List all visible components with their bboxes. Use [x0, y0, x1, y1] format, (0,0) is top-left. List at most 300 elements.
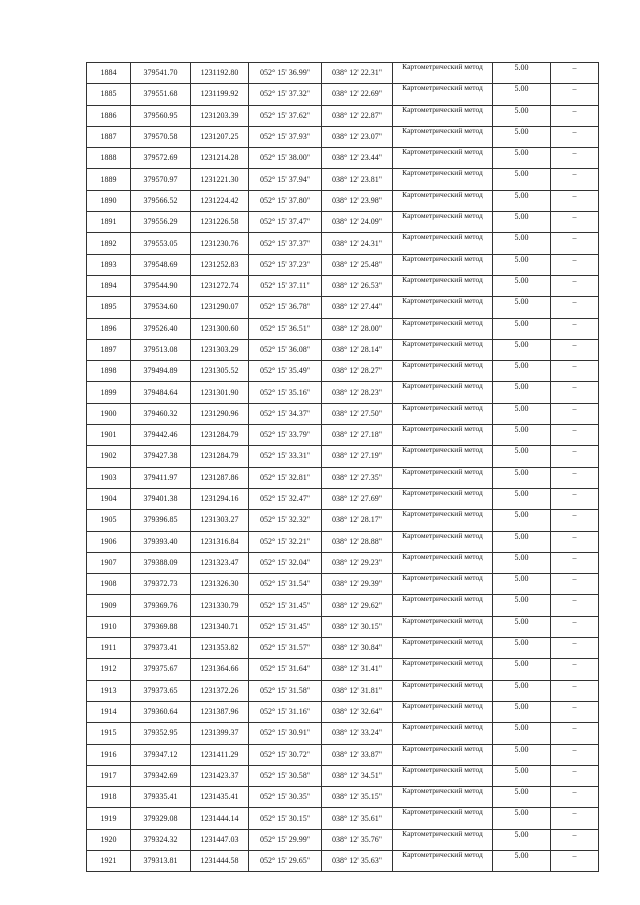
- longitude-cell: 038° 12' 27.69": [322, 488, 393, 509]
- y-coordinate-cell: 1231303.27: [191, 510, 249, 531]
- accuracy-cell: 5.00: [493, 531, 551, 552]
- x-coordinate-cell: 379548.69: [131, 254, 191, 275]
- y-coordinate-cell: 1231411.29: [191, 744, 249, 765]
- method-cell: Картометрический метод: [393, 169, 493, 190]
- latitude-cell: 052° 15' 34.37": [249, 403, 322, 424]
- method-cell: Картометрический метод: [393, 616, 493, 637]
- point-number-cell: 1913: [87, 680, 131, 701]
- note-cell: –: [551, 765, 599, 786]
- accuracy-cell: 5.00: [493, 829, 551, 850]
- latitude-cell: 052° 15' 29.99": [249, 829, 322, 850]
- note-cell: –: [551, 595, 599, 616]
- accuracy-cell: 5.00: [493, 105, 551, 126]
- note-cell: –: [551, 659, 599, 680]
- x-coordinate-cell: 379544.90: [131, 275, 191, 296]
- table-row: [87, 446, 599, 467]
- note-cell: –: [551, 275, 599, 296]
- latitude-cell: 052° 15' 36.78": [249, 297, 322, 318]
- x-coordinate-cell: 379335.41: [131, 787, 191, 808]
- table-row: [87, 361, 599, 382]
- longitude-cell: 038° 12' 28.14": [322, 339, 393, 360]
- x-coordinate-cell: 379388.09: [131, 552, 191, 573]
- note-cell: –: [551, 616, 599, 637]
- table-row: [87, 552, 599, 573]
- x-coordinate-cell: 379372.73: [131, 574, 191, 595]
- latitude-cell: 052° 15' 35.16": [249, 382, 322, 403]
- latitude-cell: 052° 15' 38.00": [249, 148, 322, 169]
- accuracy-cell: 5.00: [493, 233, 551, 254]
- x-coordinate-cell: 379401.38: [131, 488, 191, 509]
- x-coordinate-cell: 379329.08: [131, 808, 191, 829]
- accuracy-cell: 5.00: [493, 595, 551, 616]
- y-coordinate-cell: 1231435.41: [191, 787, 249, 808]
- note-cell: –: [551, 787, 599, 808]
- method-cell: Картометрический метод: [393, 701, 493, 722]
- x-coordinate-cell: 379541.70: [131, 63, 191, 84]
- latitude-cell: 052° 15' 32.32": [249, 510, 322, 531]
- latitude-cell: 052° 15' 37.94": [249, 169, 322, 190]
- method-cell: Картометрический метод: [393, 488, 493, 509]
- latitude-cell: 052° 15' 30.15": [249, 808, 322, 829]
- table-row: [87, 744, 599, 765]
- x-coordinate-cell: 379551.68: [131, 84, 191, 105]
- latitude-cell: 052° 15' 37.37": [249, 233, 322, 254]
- accuracy-cell: 5.00: [493, 552, 551, 573]
- y-coordinate-cell: 1231272.74: [191, 275, 249, 296]
- point-number-cell: 1916: [87, 744, 131, 765]
- note-cell: –: [551, 148, 599, 169]
- point-number-cell: 1912: [87, 659, 131, 680]
- x-coordinate-cell: 379411.97: [131, 467, 191, 488]
- table-row: [87, 638, 599, 659]
- method-cell: Картометрический метод: [393, 425, 493, 446]
- note-cell: –: [551, 169, 599, 190]
- method-cell: Картометрический метод: [393, 318, 493, 339]
- latitude-cell: 052° 15' 31.45": [249, 595, 322, 616]
- accuracy-cell: 5.00: [493, 275, 551, 296]
- longitude-cell: 038° 12' 35.15": [322, 787, 393, 808]
- y-coordinate-cell: 1231224.42: [191, 190, 249, 211]
- y-coordinate-cell: 1231330.79: [191, 595, 249, 616]
- longitude-cell: 038° 12' 23.81": [322, 169, 393, 190]
- y-coordinate-cell: 1231447.03: [191, 829, 249, 850]
- note-cell: –: [551, 254, 599, 275]
- latitude-cell: 052° 15' 37.47": [249, 212, 322, 233]
- latitude-cell: 052° 15' 37.80": [249, 190, 322, 211]
- latitude-cell: 052° 15' 36.99": [249, 63, 322, 84]
- x-coordinate-cell: 379560.95: [131, 105, 191, 126]
- method-cell: Картометрический метод: [393, 808, 493, 829]
- point-number-cell: 1919: [87, 808, 131, 829]
- accuracy-cell: 5.00: [493, 765, 551, 786]
- x-coordinate-cell: 379460.32: [131, 403, 191, 424]
- x-coordinate-cell: 379570.97: [131, 169, 191, 190]
- latitude-cell: 052° 15' 37.11": [249, 275, 322, 296]
- method-cell: Картометрический метод: [393, 382, 493, 403]
- note-cell: –: [551, 233, 599, 254]
- accuracy-cell: 5.00: [493, 403, 551, 424]
- x-coordinate-cell: 379566.52: [131, 190, 191, 211]
- method-cell: Картометрический метод: [393, 765, 493, 786]
- table-row: [87, 339, 599, 360]
- longitude-cell: 038° 12' 27.19": [322, 446, 393, 467]
- y-coordinate-cell: 1231316.84: [191, 531, 249, 552]
- x-coordinate-cell: 379427.38: [131, 446, 191, 467]
- y-coordinate-cell: 1231364.66: [191, 659, 249, 680]
- x-coordinate-cell: 379369.88: [131, 616, 191, 637]
- latitude-cell: 052° 15' 32.04": [249, 552, 322, 573]
- accuracy-cell: 5.00: [493, 574, 551, 595]
- table-row: [87, 787, 599, 808]
- y-coordinate-cell: 1231326.30: [191, 574, 249, 595]
- x-coordinate-cell: 379484.64: [131, 382, 191, 403]
- accuracy-cell: 5.00: [493, 382, 551, 403]
- accuracy-cell: 5.00: [493, 148, 551, 169]
- table-row: [87, 297, 599, 318]
- note-cell: –: [551, 808, 599, 829]
- method-cell: Картометрический метод: [393, 850, 493, 871]
- point-number-cell: 1909: [87, 595, 131, 616]
- point-number-cell: 1920: [87, 829, 131, 850]
- y-coordinate-cell: 1231207.25: [191, 126, 249, 147]
- note-cell: –: [551, 126, 599, 147]
- accuracy-cell: 5.00: [493, 680, 551, 701]
- y-coordinate-cell: 1231284.79: [191, 425, 249, 446]
- accuracy-cell: 5.00: [493, 787, 551, 808]
- y-coordinate-cell: 1231290.96: [191, 403, 249, 424]
- y-coordinate-cell: 1231192.80: [191, 63, 249, 84]
- note-cell: –: [551, 552, 599, 573]
- point-number-cell: 1888: [87, 148, 131, 169]
- method-cell: Картометрический метод: [393, 595, 493, 616]
- x-coordinate-cell: 379352.95: [131, 723, 191, 744]
- latitude-cell: 052° 15' 33.79": [249, 425, 322, 446]
- longitude-cell: 038° 12' 33.24": [322, 723, 393, 744]
- method-cell: Картометрический метод: [393, 403, 493, 424]
- table-row: [87, 701, 599, 722]
- method-cell: Картометрический метод: [393, 574, 493, 595]
- note-cell: –: [551, 488, 599, 509]
- accuracy-cell: 5.00: [493, 638, 551, 659]
- table-row: [87, 488, 599, 509]
- x-coordinate-cell: 379396.85: [131, 510, 191, 531]
- accuracy-cell: 5.00: [493, 84, 551, 105]
- method-cell: Картометрический метод: [393, 552, 493, 573]
- point-number-cell: 1915: [87, 723, 131, 744]
- longitude-cell: 038° 12' 29.23": [322, 552, 393, 573]
- method-cell: Картометрический метод: [393, 744, 493, 765]
- method-cell: Картометрический метод: [393, 723, 493, 744]
- point-number-cell: 1918: [87, 787, 131, 808]
- latitude-cell: 052° 15' 30.35": [249, 787, 322, 808]
- longitude-cell: 038° 12' 22.69": [322, 84, 393, 105]
- y-coordinate-cell: 1231303.29: [191, 339, 249, 360]
- longitude-cell: 038° 12' 23.98": [322, 190, 393, 211]
- x-coordinate-cell: 379324.32: [131, 829, 191, 850]
- table-row: [87, 233, 599, 254]
- accuracy-cell: 5.00: [493, 488, 551, 509]
- longitude-cell: 038° 12' 24.09": [322, 212, 393, 233]
- point-number-cell: 1921: [87, 850, 131, 871]
- longitude-cell: 038° 12' 27.35": [322, 467, 393, 488]
- longitude-cell: 038° 12' 30.15": [322, 616, 393, 637]
- longitude-cell: 038° 12' 24.31": [322, 233, 393, 254]
- latitude-cell: 052° 15' 37.62": [249, 105, 322, 126]
- note-cell: –: [551, 638, 599, 659]
- accuracy-cell: 5.00: [493, 63, 551, 84]
- x-coordinate-cell: 379342.69: [131, 765, 191, 786]
- note-cell: –: [551, 829, 599, 850]
- method-cell: Картометрический метод: [393, 212, 493, 233]
- method-cell: Картометрический метод: [393, 275, 493, 296]
- table-row: [87, 148, 599, 169]
- point-number-cell: 1891: [87, 212, 131, 233]
- longitude-cell: 038° 12' 28.00": [322, 318, 393, 339]
- point-number-cell: 1897: [87, 339, 131, 360]
- x-coordinate-cell: 379393.40: [131, 531, 191, 552]
- latitude-cell: 052° 15' 29.65": [249, 850, 322, 871]
- note-cell: –: [551, 425, 599, 446]
- point-number-cell: 1906: [87, 531, 131, 552]
- y-coordinate-cell: 1231284.79: [191, 446, 249, 467]
- note-cell: –: [551, 446, 599, 467]
- method-cell: Картометрический метод: [393, 361, 493, 382]
- point-number-cell: 1896: [87, 318, 131, 339]
- latitude-cell: 052° 15' 35.49": [249, 361, 322, 382]
- point-number-cell: 1895: [87, 297, 131, 318]
- accuracy-cell: 5.00: [493, 339, 551, 360]
- longitude-cell: 038° 12' 30.84": [322, 638, 393, 659]
- point-number-cell: 1898: [87, 361, 131, 382]
- y-coordinate-cell: 1231301.90: [191, 382, 249, 403]
- longitude-cell: 038° 12' 26.53": [322, 275, 393, 296]
- longitude-cell: 038° 12' 27.44": [322, 297, 393, 318]
- table-row: [87, 105, 599, 126]
- note-cell: –: [551, 318, 599, 339]
- table-row: [87, 318, 599, 339]
- longitude-cell: 038° 12' 35.61": [322, 808, 393, 829]
- x-coordinate-cell: 379556.29: [131, 212, 191, 233]
- point-number-cell: 1884: [87, 63, 131, 84]
- longitude-cell: 038° 12' 28.27": [322, 361, 393, 382]
- table-row: [87, 169, 599, 190]
- longitude-cell: 038° 12' 31.81": [322, 680, 393, 701]
- table-row: [87, 723, 599, 744]
- method-cell: Картометрический метод: [393, 254, 493, 275]
- table-row: [87, 680, 599, 701]
- accuracy-cell: 5.00: [493, 212, 551, 233]
- accuracy-cell: 5.00: [493, 126, 551, 147]
- x-coordinate-cell: 379375.67: [131, 659, 191, 680]
- method-cell: Картометрический метод: [393, 84, 493, 105]
- point-number-cell: 1901: [87, 425, 131, 446]
- table-row: [87, 659, 599, 680]
- longitude-cell: 038° 12' 32.64": [322, 701, 393, 722]
- table-row: [87, 63, 599, 84]
- point-number-cell: 1890: [87, 190, 131, 211]
- longitude-cell: 038° 12' 28.88": [322, 531, 393, 552]
- table-row: [87, 126, 599, 147]
- accuracy-cell: 5.00: [493, 808, 551, 829]
- note-cell: –: [551, 701, 599, 722]
- x-coordinate-cell: 379526.40: [131, 318, 191, 339]
- y-coordinate-cell: 1231353.82: [191, 638, 249, 659]
- table-row: [87, 275, 599, 296]
- x-coordinate-cell: 379369.76: [131, 595, 191, 616]
- table-row: [87, 829, 599, 850]
- y-coordinate-cell: 1231305.52: [191, 361, 249, 382]
- note-cell: –: [551, 382, 599, 403]
- point-number-cell: 1886: [87, 105, 131, 126]
- x-coordinate-cell: 379553.05: [131, 233, 191, 254]
- x-coordinate-cell: 379373.65: [131, 680, 191, 701]
- note-cell: –: [551, 680, 599, 701]
- accuracy-cell: 5.00: [493, 744, 551, 765]
- note-cell: –: [551, 339, 599, 360]
- method-cell: Картометрический метод: [393, 787, 493, 808]
- accuracy-cell: 5.00: [493, 254, 551, 275]
- x-coordinate-cell: 379534.60: [131, 297, 191, 318]
- longitude-cell: 038° 12' 35.76": [322, 829, 393, 850]
- accuracy-cell: 5.00: [493, 850, 551, 871]
- note-cell: –: [551, 531, 599, 552]
- latitude-cell: 052° 15' 37.32": [249, 84, 322, 105]
- accuracy-cell: 5.00: [493, 701, 551, 722]
- note-cell: –: [551, 84, 599, 105]
- table-row: [87, 467, 599, 488]
- latitude-cell: 052° 15' 31.54": [249, 574, 322, 595]
- point-number-cell: 1914: [87, 701, 131, 722]
- point-number-cell: 1885: [87, 84, 131, 105]
- note-cell: –: [551, 723, 599, 744]
- longitude-cell: 038° 12' 28.23": [322, 382, 393, 403]
- point-number-cell: 1907: [87, 552, 131, 573]
- y-coordinate-cell: 1231444.14: [191, 808, 249, 829]
- method-cell: Картометрический метод: [393, 297, 493, 318]
- y-coordinate-cell: 1231214.28: [191, 148, 249, 169]
- table-row: [87, 425, 599, 446]
- latitude-cell: 052° 15' 31.64": [249, 659, 322, 680]
- y-coordinate-cell: 1231230.76: [191, 233, 249, 254]
- point-number-cell: 1908: [87, 574, 131, 595]
- x-coordinate-cell: 379494.89: [131, 361, 191, 382]
- method-cell: Картометрический метод: [393, 148, 493, 169]
- point-number-cell: 1899: [87, 382, 131, 403]
- table-row: [87, 616, 599, 637]
- method-cell: Картометрический метод: [393, 233, 493, 254]
- accuracy-cell: 5.00: [493, 723, 551, 744]
- latitude-cell: 052° 15' 37.93": [249, 126, 322, 147]
- x-coordinate-cell: 379442.46: [131, 425, 191, 446]
- point-number-cell: 1917: [87, 765, 131, 786]
- longitude-cell: 038° 12' 29.39": [322, 574, 393, 595]
- latitude-cell: 052° 15' 32.81": [249, 467, 322, 488]
- y-coordinate-cell: 1231399.37: [191, 723, 249, 744]
- latitude-cell: 052° 15' 36.51": [249, 318, 322, 339]
- longitude-cell: 038° 12' 35.63": [322, 850, 393, 871]
- note-cell: –: [551, 361, 599, 382]
- table-body: [87, 63, 599, 872]
- latitude-cell: 052° 15' 31.45": [249, 616, 322, 637]
- accuracy-cell: 5.00: [493, 510, 551, 531]
- coordinates-table: [86, 62, 599, 872]
- note-cell: –: [551, 510, 599, 531]
- note-cell: –: [551, 190, 599, 211]
- longitude-cell: 038° 12' 25.48": [322, 254, 393, 275]
- longitude-cell: 038° 12' 27.18": [322, 425, 393, 446]
- longitude-cell: 038° 12' 22.31": [322, 63, 393, 84]
- y-coordinate-cell: 1231290.07: [191, 297, 249, 318]
- table-row: [87, 531, 599, 552]
- latitude-cell: 052° 15' 31.16": [249, 701, 322, 722]
- table-row: [87, 403, 599, 424]
- latitude-cell: 052° 15' 37.23": [249, 254, 322, 275]
- table-row: [87, 190, 599, 211]
- latitude-cell: 052° 15' 30.72": [249, 744, 322, 765]
- y-coordinate-cell: 1231287.86: [191, 467, 249, 488]
- y-coordinate-cell: 1231221.30: [191, 169, 249, 190]
- note-cell: –: [551, 403, 599, 424]
- longitude-cell: 038° 12' 31.41": [322, 659, 393, 680]
- note-cell: –: [551, 212, 599, 233]
- method-cell: Картометрический метод: [393, 467, 493, 488]
- longitude-cell: 038° 12' 23.07": [322, 126, 393, 147]
- accuracy-cell: 5.00: [493, 361, 551, 382]
- table-row: [87, 382, 599, 403]
- point-number-cell: 1911: [87, 638, 131, 659]
- longitude-cell: 038° 12' 29.62": [322, 595, 393, 616]
- longitude-cell: 038° 12' 28.17": [322, 510, 393, 531]
- method-cell: Картометрический метод: [393, 510, 493, 531]
- x-coordinate-cell: 379570.58: [131, 126, 191, 147]
- point-number-cell: 1894: [87, 275, 131, 296]
- y-coordinate-cell: 1231203.39: [191, 105, 249, 126]
- y-coordinate-cell: 1231300.60: [191, 318, 249, 339]
- accuracy-cell: 5.00: [493, 190, 551, 211]
- longitude-cell: 038° 12' 34.51": [322, 765, 393, 786]
- table-row: [87, 212, 599, 233]
- y-coordinate-cell: 1231444.58: [191, 850, 249, 871]
- x-coordinate-cell: 379373.41: [131, 638, 191, 659]
- method-cell: Картометрический метод: [393, 829, 493, 850]
- accuracy-cell: 5.00: [493, 169, 551, 190]
- latitude-cell: 052° 15' 30.91": [249, 723, 322, 744]
- y-coordinate-cell: 1231387.96: [191, 701, 249, 722]
- table-row: [87, 510, 599, 531]
- method-cell: Картометрический метод: [393, 126, 493, 147]
- table-row: [87, 850, 599, 871]
- y-coordinate-cell: 1231199.92: [191, 84, 249, 105]
- y-coordinate-cell: 1231226.58: [191, 212, 249, 233]
- point-number-cell: 1900: [87, 403, 131, 424]
- point-number-cell: 1893: [87, 254, 131, 275]
- point-number-cell: 1910: [87, 616, 131, 637]
- x-coordinate-cell: 379572.69: [131, 148, 191, 169]
- latitude-cell: 052° 15' 32.21": [249, 531, 322, 552]
- y-coordinate-cell: 1231372.26: [191, 680, 249, 701]
- y-coordinate-cell: 1231294.16: [191, 488, 249, 509]
- table-row: [87, 808, 599, 829]
- method-cell: Картометрический метод: [393, 105, 493, 126]
- note-cell: –: [551, 467, 599, 488]
- method-cell: Картометрический метод: [393, 531, 493, 552]
- latitude-cell: 052° 15' 30.58": [249, 765, 322, 786]
- point-number-cell: 1902: [87, 446, 131, 467]
- method-cell: Картометрический метод: [393, 190, 493, 211]
- method-cell: Картометрический метод: [393, 446, 493, 467]
- note-cell: –: [551, 63, 599, 84]
- x-coordinate-cell: 379347.12: [131, 744, 191, 765]
